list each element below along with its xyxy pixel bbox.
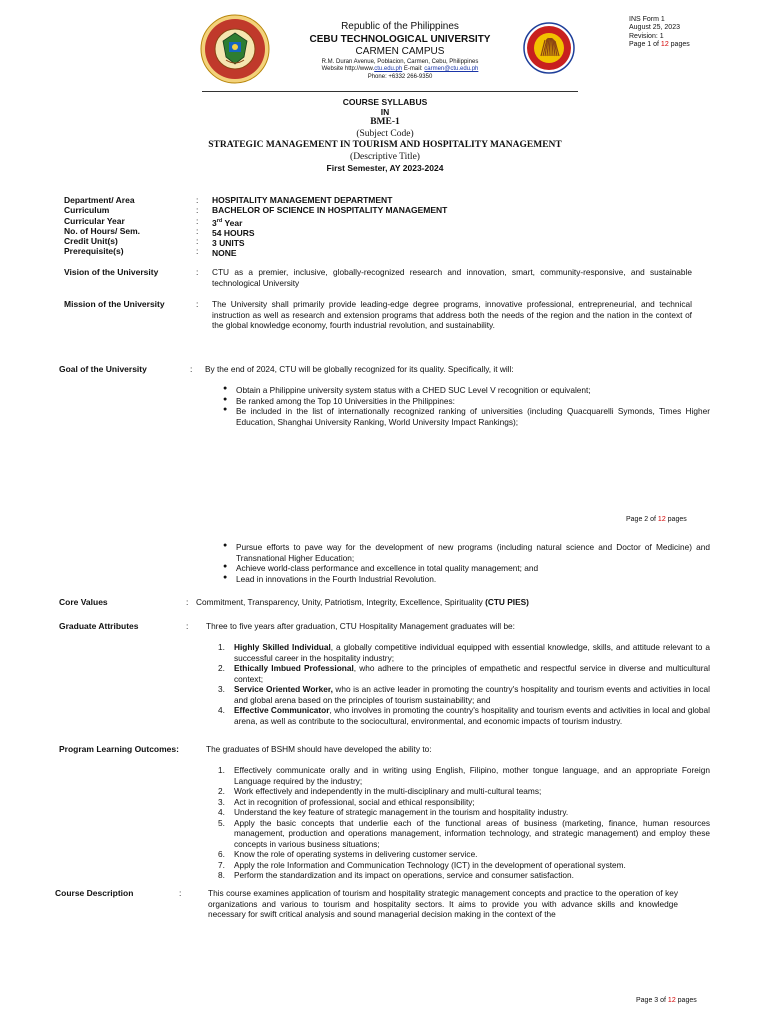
form-info-block — [629, 16, 690, 50]
email-link[interactable]: carmen@ctu.edu.ph — [424, 66, 479, 72]
semester-line: First Semester, AY 2023-2024 — [326, 162, 444, 173]
curricular-year-label: Curricular Year — [64, 215, 125, 226]
list-item: ● Achieve world-class performance and excellence in total quality management; and — [236, 563, 710, 574]
list-item: 4. Understand the key feature of strategic management in the tourism and hospitality industry. — [218, 807, 569, 818]
descriptive-title-caption: (Descriptive Title) — [350, 151, 420, 162]
mission-label: Mission of the University — [64, 299, 165, 309]
core-values-label: Core Values — [59, 597, 108, 607]
list-item: 6. Know the role of operating systems in delivering customer service. — [218, 849, 478, 860]
course-info-values — [212, 195, 447, 259]
prerequisite-label: Prerequisite(s) — [64, 246, 124, 257]
list-item: 7. Apply the role Information and Communication Technology (ICT) in the development of operational system. — [218, 859, 626, 870]
university-name: CEBU TECHNOLOGICAL UNIVERSITY — [309, 33, 491, 45]
title-line-in: IN — [380, 107, 390, 118]
credit-units-value: 3 UNITS — [212, 238, 245, 249]
hours-label: No. of Hours/ Sem. — [64, 225, 141, 236]
document-letterhead — [285, 21, 515, 81]
graduate-attributes-label: Graduate Attributes — [59, 621, 139, 631]
course-info-colons: : : : : : : — [196, 195, 199, 257]
phone-line: Phone: +6332 266-9350 — [367, 73, 433, 80]
contact-line: Website http://www.ctu.edu.ph E-mail: carmen@ctu.edu.ph — [321, 66, 479, 72]
list-item: ● Pursue efforts to pave way for the development of new programs (including natural science and Doctor of Medicine) and Transnational Higher Education; — [236, 542, 710, 563]
campus-name: CARMEN CAMPUS — [355, 46, 445, 57]
subject-code-caption: (Subject Code) — [356, 128, 414, 139]
subject-code: BME-1 — [370, 117, 400, 128]
republic-line: Republic of the Philippines — [341, 21, 459, 32]
goal-list-page1 — [220, 385, 710, 427]
list-item: 8. Perform the standardization and its impact on operations, service and consumer satisfaction. — [218, 870, 574, 881]
university-seal-logo — [200, 14, 270, 84]
list-item: 5. Apply the basic concepts that underlie each of the functional areas of business (marketing, finance, human resources management, production and operations management, information technology, and strategic management) and employ these concepts in various business situations; — [218, 817, 710, 849]
plo-intro: The graduates of BSHM should have developed the ability to: — [206, 744, 432, 754]
form-date: August 25, 2023 — [629, 24, 680, 32]
goal-intro: By the end of 2024, CTU will be globally recognized for its quality. Specifically, it will: — [205, 364, 514, 374]
list-item: ● Lead in innovations in the Fourth Industrial Revolution. — [236, 574, 710, 585]
list-item: ● Be included in the list of internationally recognized ranking of universities (including Quacquarelli Symonds, Times Higher Education, Shanghai University Ranking, World University Impact Rankings); — [236, 406, 710, 427]
plo-label: Program Learning Outcomes: — [59, 744, 179, 754]
list-item: 4. Effective Communicator, who involves in promoting the country's hospitality and tourism events and activities in local and global arena, as well as contribute to the sociocultural, environmental, and economic impacts of tourism industry. — [218, 705, 710, 726]
title-line-course-syllabus: COURSE SYLLABUS — [342, 97, 428, 107]
asean-logo — [523, 22, 575, 74]
form-number: INS Form 1 — [629, 16, 665, 23]
descriptive-title: STRATEGIC MANAGEMENT IN TOURISM AND HOSPITALITY MANAGEMENT — [208, 140, 562, 151]
graduate-attributes-intro: Three to five years after graduation, CTU Hospitality Management graduates will be: — [206, 621, 515, 631]
mission-text: The University shall primarily provide leading-edge degree programs, innovative professional, entrepreneurial, and technical instruction as well as research and extension programs that address both the needs of the region and the nation in the context of the global knowledge economy, fourth industrial revolution, and sustainability. — [212, 299, 692, 331]
list-item: 3. Service Oriented Worker, who is an active leader in promoting the country's hospitality and tourism events and activities in local and global arena based on the principles of tourism sustainability; and — [218, 684, 710, 705]
list-item: 1. Highly Skilled Individual, a globally competitive individual equipped with essential knowledge, skills, and attitude relevant to a successful career in the hospitality industry; — [218, 642, 710, 663]
campus-address: R.M. Duran Avenue, Poblacion, Carmen, Cebu, Philippines — [321, 58, 479, 65]
goal-list-page2 — [220, 542, 710, 584]
list-item: 2. Ethically Imbued Professional, who adhere to the principles of empathetic and respectful service in diverse and multicultural context; — [218, 663, 710, 684]
page-indicator: Page 1 of 12 pages — [629, 41, 690, 49]
course-info-labels — [64, 195, 140, 257]
department-label: Department/ Area — [64, 195, 135, 205]
list-item: 3. Act in recognition of professional, social and ethical responsibility; — [218, 796, 475, 807]
list-item: ● Obtain a Philippine university system status with a CHED SUC Level V recognition or equivalent; — [236, 385, 710, 396]
course-description-text: This course examines application of tourism and hospitality strategic management concepts and practice to the operation of key organizations and various to tourism and hospitality sectors. It aims to provide you with advance skills and knowledge necessary for swift critical analysis and sound managerial decision making in the context of the — [208, 888, 678, 920]
plo-list — [218, 765, 710, 881]
page-3-indicator: Page 3 of 12 pages — [636, 997, 697, 1004]
goal-label: Goal of the University — [59, 364, 147, 374]
curricular-year-value: 3rd Year — [212, 217, 243, 228]
form-revision: Revision: 1 — [629, 32, 664, 40]
curriculum-label: Curriculum — [64, 205, 110, 216]
course-description-label: Course Description — [55, 888, 134, 898]
core-values-text: Commitment, Transparency, Unity, Patriotism, Integrity, Excellence, Spirituality (CTU PIES) — [196, 597, 529, 607]
prerequisite-value: NONE — [212, 248, 237, 259]
credit-units-label: Credit Unit(s) — [64, 236, 118, 247]
list-item: ● Be ranked among the Top 10 Universities in the Philippines: — [236, 396, 710, 407]
page-2-indicator: Page 2 of 12 pages — [626, 516, 687, 523]
department-value: HOSPITALITY MANAGEMENT DEPARTMENT — [212, 195, 393, 205]
list-item: 2. Work effectively and independently in the multi-disciplinary and multi-cultural teams; — [218, 786, 542, 797]
vision-text: CTU as a premier, inclusive, globally-recognized research and innovation, smart, community-responsive, and sustainable technological University — [212, 267, 692, 288]
list-item: 1. Effectively communicate orally and in writing using English, Filipino, mother tongue language, and an appropriate Foreign Language required by the industry; — [218, 765, 710, 786]
website-link[interactable]: ctu.edu.ph — [374, 66, 403, 72]
curriculum-value: BACHELOR OF SCIENCE IN HOSPITALITY MANAGEMENT — [212, 205, 448, 216]
vision-label: Vision of the University — [64, 267, 159, 277]
hours-value: 54 HOURS — [212, 227, 255, 238]
graduate-attributes-list — [218, 642, 710, 726]
syllabus-title — [150, 97, 620, 173]
header-divider — [202, 91, 578, 92]
